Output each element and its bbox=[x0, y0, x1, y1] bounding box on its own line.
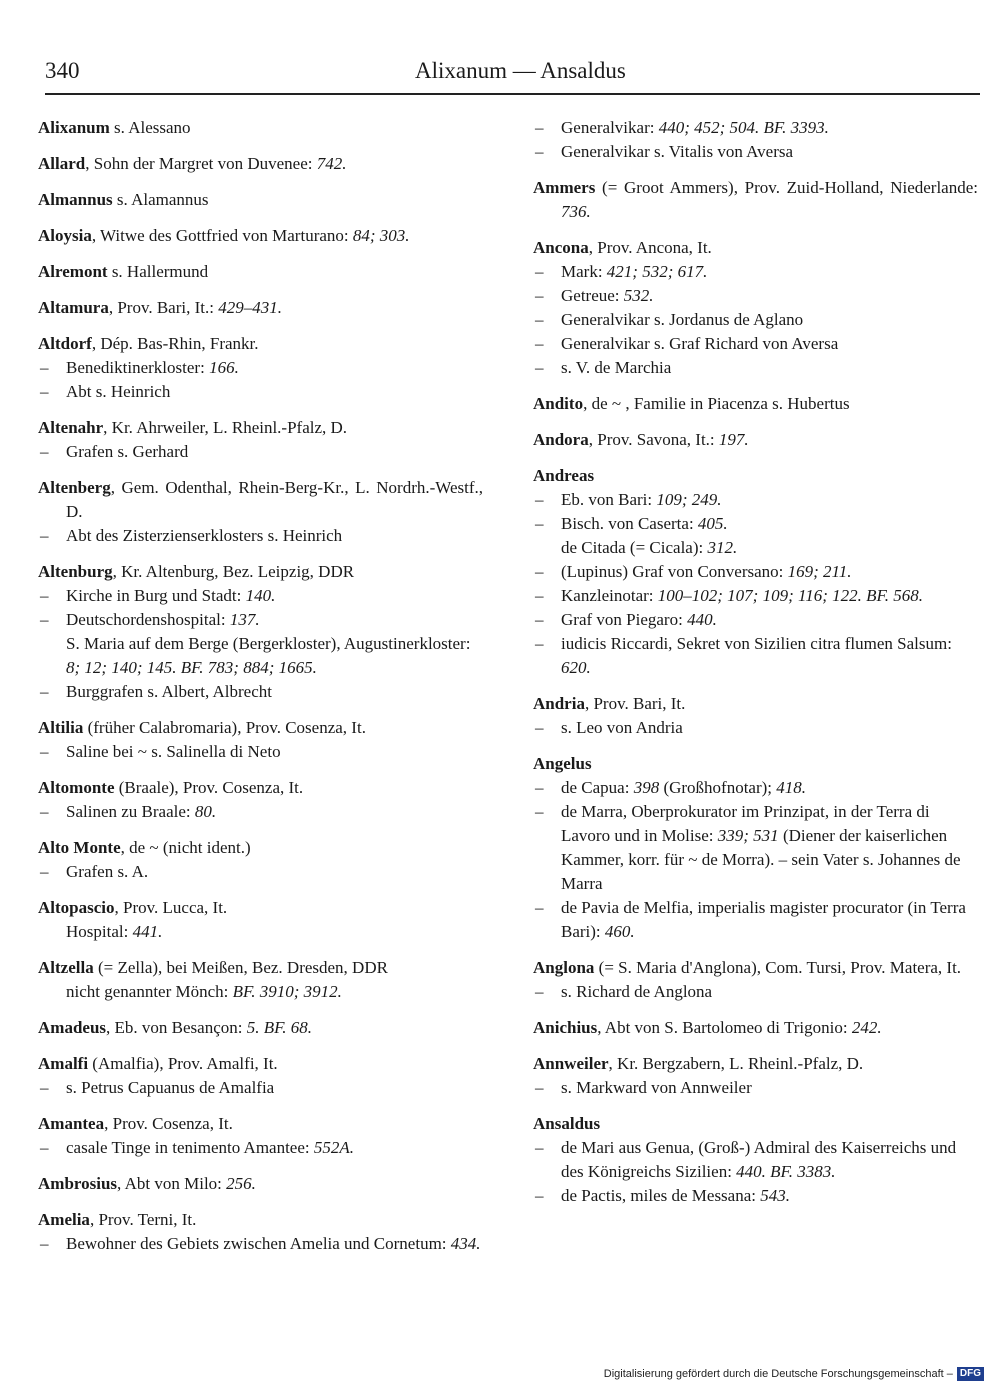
entry-headword: Altenberg bbox=[38, 478, 111, 497]
entry-text: , Kr. Altenburg, Bez. Leipzig, DDR bbox=[112, 562, 355, 581]
sub-entry-text: Graf von Piegaro: bbox=[561, 610, 688, 629]
entry-head-line bbox=[533, 1016, 978, 1040]
sub-entry-dash: – bbox=[535, 490, 544, 509]
entry-text: , Eb. von Besançon: bbox=[106, 1018, 247, 1037]
sub-entry-dash: – bbox=[535, 1186, 544, 1205]
entry-head-line bbox=[533, 1052, 978, 1076]
entry-head-line bbox=[38, 188, 483, 212]
entry-head-line bbox=[38, 152, 483, 176]
sub-entry-dash: – bbox=[535, 802, 544, 821]
sub-entry-text: Salinen zu Braale: bbox=[66, 802, 195, 821]
sub-entry-reference: 434. bbox=[450, 1234, 481, 1253]
entry-head-line bbox=[38, 116, 483, 140]
sub-entry-text: Kirche in Burg und Stadt: bbox=[66, 586, 246, 605]
entry-head-line bbox=[38, 1172, 483, 1196]
dfg-logo: DFG bbox=[957, 1367, 984, 1381]
sub-entry-text: s. Richard de Anglona bbox=[561, 982, 713, 1001]
sub-entry-dash: – bbox=[535, 118, 544, 137]
entry-text: , Gem. Odenthal, Rhein-Berg-Kr., L. Nordrh.-Westf., D. bbox=[66, 478, 483, 521]
sub-entry-text: S. Maria auf dem Berge (Bergerkloster), Augustinerkloster: bbox=[66, 634, 471, 653]
sub-entry-dash: – bbox=[535, 310, 544, 329]
entry-headword: Anichius bbox=[533, 1018, 598, 1037]
entry-head-line bbox=[38, 716, 483, 740]
sub-entry-reference: 339; 531 bbox=[717, 826, 779, 845]
sub-entry-dash: – bbox=[40, 526, 49, 545]
entry-headword: Ambrosius bbox=[38, 1174, 118, 1193]
entry-headword: Almannus bbox=[38, 190, 113, 209]
sub-entry-dash: – bbox=[40, 610, 49, 629]
left-column bbox=[38, 116, 483, 1268]
index-entry bbox=[38, 332, 483, 404]
index-entry bbox=[38, 224, 483, 248]
index-entry bbox=[533, 464, 978, 680]
sub-entry-reference: 532. bbox=[623, 286, 654, 305]
entry-head-line bbox=[533, 1112, 978, 1136]
sub-entry-reference: 8; 12; 140; 145. BF. 783; 884; 1665. bbox=[66, 658, 317, 677]
sub-entry-reference: 440. bbox=[687, 610, 717, 629]
entry-headword: Aloysia bbox=[38, 226, 92, 245]
entry-headword: Ammers bbox=[533, 178, 596, 197]
sub-entry bbox=[533, 512, 978, 536]
sub-entry bbox=[38, 608, 483, 632]
entry-reference: 242. bbox=[851, 1018, 882, 1037]
entry-headword: Andora bbox=[533, 430, 589, 449]
index-entry bbox=[38, 836, 483, 884]
entry-text: (= S. Maria d'Anglona), Com. Tursi, Prov. Matera, It. bbox=[594, 958, 962, 977]
sub-entry-dash: – bbox=[40, 862, 49, 881]
sub-entry-dash: – bbox=[535, 634, 544, 653]
sub-entry-dash: – bbox=[535, 718, 544, 737]
entry-head-line bbox=[38, 260, 483, 284]
entry-text: , Kr. Bergzabern, L. Rheinl.-Pfalz, D. bbox=[608, 1054, 864, 1073]
sub-entry bbox=[533, 140, 978, 164]
index-entry bbox=[533, 392, 978, 416]
sub-entry-text: Generalvikar s. Vitalis von Aversa bbox=[561, 142, 794, 161]
entry-head-line bbox=[38, 1208, 483, 1232]
entry-headword: Andreas bbox=[533, 466, 595, 485]
sub-entry bbox=[533, 560, 978, 584]
sub-entry-text: Grafen s. Gerhard bbox=[66, 442, 189, 461]
sub-entry-reference: 398 bbox=[633, 778, 660, 797]
entry-text: (Amalfia), Prov. Amalfi, It. bbox=[88, 1054, 278, 1073]
index-entry bbox=[533, 176, 978, 224]
sub-entry-reference: 460. bbox=[604, 922, 635, 941]
sub-entry-dash: – bbox=[40, 442, 49, 461]
sub-entry-reference: 440; 452; 504. BF. 3393. bbox=[658, 118, 829, 137]
sub-entry-reference: 100–102; 107; 109; 116; 122. BF. 568. bbox=[657, 586, 923, 605]
sub-entry-reference: 418. bbox=[776, 778, 807, 797]
sub-entry-text: Burggrafen s. Albert, Albrecht bbox=[66, 682, 273, 701]
sub-entry-reference: 80. bbox=[194, 802, 217, 821]
entry-reference: 742. bbox=[316, 154, 347, 173]
entry-headword: Altenahr bbox=[38, 418, 104, 437]
entry-head-line bbox=[533, 392, 978, 416]
entry-head-line bbox=[38, 956, 483, 980]
sub-entry-dash: – bbox=[535, 586, 544, 605]
sub-entry-text: s. Markward von Annweiler bbox=[561, 1078, 752, 1097]
right-column bbox=[533, 116, 978, 1220]
entry-headword: Angelus bbox=[533, 754, 592, 773]
sub-entry bbox=[533, 608, 978, 632]
entry-head-line bbox=[533, 428, 978, 452]
entry-head-line bbox=[38, 224, 483, 248]
entry-headword: Altzella bbox=[38, 958, 94, 977]
entry-reference: 429–431. bbox=[218, 298, 282, 317]
entry-head-line bbox=[38, 476, 483, 524]
sub-entry-text: s. Petrus Capuanus de Amalfia bbox=[66, 1078, 275, 1097]
sub-entry-dash: – bbox=[40, 1078, 49, 1097]
entry-headword: Ansaldus bbox=[533, 1114, 601, 1133]
sub-entry bbox=[38, 356, 483, 380]
sub-entry-dash: – bbox=[40, 802, 49, 821]
sub-entry-text: Benediktinerkloster: bbox=[66, 358, 210, 377]
entry-headword: Amadeus bbox=[38, 1018, 107, 1037]
entry-text: , Abt von Milo: bbox=[117, 1174, 227, 1193]
sub-entry-text: Deutschordenshospital: bbox=[66, 610, 230, 629]
sub-entry-dash: – bbox=[535, 334, 544, 353]
sub-entry bbox=[38, 680, 483, 704]
entry-headword: Altilia bbox=[38, 718, 84, 737]
entry-head-line bbox=[38, 776, 483, 800]
entry-headword: Andito bbox=[533, 394, 584, 413]
index-entry bbox=[38, 1172, 483, 1196]
index-entry bbox=[533, 692, 978, 740]
sub-entry-reference: BF. 3910; 3912. bbox=[232, 982, 342, 1001]
sub-entry bbox=[533, 116, 978, 140]
sub-entry-text: (Lupinus) Graf von Conversano: bbox=[561, 562, 788, 581]
sub-entry-dash: – bbox=[40, 586, 49, 605]
index-entry bbox=[533, 956, 978, 1004]
sub-entry-text: Generalvikar s. Jordanus de Aglano bbox=[561, 310, 804, 329]
entry-headword: Amalfi bbox=[38, 1054, 89, 1073]
sub-entry-reference: 620. bbox=[561, 658, 591, 677]
sub-entry-tail: (Großhofnotar); bbox=[659, 778, 777, 797]
sub-entry bbox=[533, 980, 978, 1004]
sub-entry-text: Abt des Zisterzienserklosters s. Heinrich bbox=[66, 526, 343, 545]
entry-text: , Prov. Lucca, It. bbox=[114, 898, 228, 917]
index-entry bbox=[38, 560, 483, 704]
sub-entry bbox=[38, 980, 483, 1004]
sub-entry-dash: – bbox=[535, 898, 544, 917]
sub-entry-text: Generalvikar s. Graf Richard von Aversa bbox=[561, 334, 839, 353]
sub-entry-reference: 441. bbox=[132, 922, 163, 941]
entry-head-line bbox=[533, 176, 978, 224]
index-entry bbox=[533, 752, 978, 944]
sub-entry-text: Saline bei ~ s. Salinella di Neto bbox=[66, 742, 281, 761]
sub-entry-text: iudicis Riccardi, Sekret von Sizilien citra flumen Salsum: bbox=[561, 634, 952, 653]
sub-entry-text: Eb. von Bari: bbox=[561, 490, 657, 509]
entry-head-line bbox=[533, 752, 978, 776]
entry-text: s. Alessano bbox=[109, 118, 191, 137]
sub-entry-dash: – bbox=[535, 286, 544, 305]
index-entry bbox=[533, 1112, 978, 1208]
sub-entry-text: de Pavia de Melfia, imperialis magister procurator (in Terra Bari): bbox=[561, 898, 966, 941]
entry-head-line bbox=[38, 332, 483, 356]
entry-headword: Amelia bbox=[38, 1210, 90, 1229]
entry-head-line bbox=[38, 1052, 483, 1076]
sub-entry bbox=[533, 356, 978, 380]
entry-head-line bbox=[38, 416, 483, 440]
entry-text: , Abt von S. Bartolomeo di Trigonio: bbox=[597, 1018, 852, 1037]
sub-entry bbox=[533, 776, 978, 800]
sub-entry bbox=[38, 860, 483, 884]
index-entry bbox=[38, 956, 483, 1004]
sub-entry-text: nicht genannter Mönch: bbox=[66, 982, 233, 1001]
sub-entry bbox=[38, 800, 483, 824]
sub-entry bbox=[533, 1184, 978, 1208]
footer-credit bbox=[604, 1367, 984, 1381]
sub-entry bbox=[533, 800, 978, 896]
index-entry bbox=[38, 1208, 483, 1256]
entry-headword: Annweiler bbox=[533, 1054, 609, 1073]
sub-entry-text: Hospital: bbox=[66, 922, 133, 941]
entry-text: , Prov. Cosenza, It. bbox=[104, 1114, 233, 1133]
entry-headword: Anglona bbox=[533, 958, 595, 977]
sub-entry-reference: 312. bbox=[707, 538, 738, 557]
entry-headword: Altomonte bbox=[38, 778, 115, 797]
sub-entry bbox=[533, 716, 978, 740]
sub-entry-text: Kanzleinotar: bbox=[561, 586, 658, 605]
sub-entry bbox=[533, 896, 978, 944]
index-entry bbox=[38, 152, 483, 176]
sub-entry-text: s. Leo von Andria bbox=[561, 718, 683, 737]
entry-text: (= Zella), bei Meißen, Bez. Dresden, DDR bbox=[93, 958, 388, 977]
sub-entry bbox=[38, 584, 483, 608]
index-entry bbox=[38, 776, 483, 824]
index-entry bbox=[38, 188, 483, 212]
sub-entry bbox=[38, 440, 483, 464]
entry-reference: 5. BF. 68. bbox=[246, 1018, 313, 1037]
index-entry bbox=[38, 1052, 483, 1100]
sub-entry-dash: – bbox=[535, 778, 544, 797]
sub-entry-text: Abt s. Heinrich bbox=[66, 382, 171, 401]
entry-reference: 84; 303. bbox=[352, 226, 410, 245]
entry-text: , Prov. Terni, It. bbox=[89, 1210, 197, 1229]
sub-entry-reference: 140. bbox=[245, 586, 276, 605]
sub-entry bbox=[533, 1076, 978, 1100]
footer-note: Digitalisierung gefördert durch die Deutsche Forschungsgemeinschaft – bbox=[603, 1367, 953, 1380]
sub-entry bbox=[533, 284, 978, 308]
sub-entry bbox=[38, 524, 483, 548]
entry-text: , Witwe des Gottfried von Marturano: bbox=[91, 226, 353, 245]
index-entry bbox=[38, 260, 483, 284]
entry-head-line bbox=[533, 236, 978, 260]
entry-text: , Prov. Bari, It.: bbox=[108, 298, 219, 317]
sub-entry bbox=[38, 380, 483, 404]
sub-entry-text: de Citada (= Cicala): bbox=[561, 538, 708, 557]
sub-entry-reference: 166. bbox=[209, 358, 239, 377]
entry-text: , Sohn der Margret von Duvenee: bbox=[85, 154, 317, 173]
entry-headword: Amantea bbox=[38, 1114, 105, 1133]
sub-entry bbox=[38, 632, 483, 680]
index-entry bbox=[533, 428, 978, 452]
entry-headword: Andria bbox=[533, 694, 585, 713]
sub-entry-text: casale Tinge in tenimento Amantee: bbox=[66, 1138, 314, 1157]
sub-entry bbox=[533, 584, 978, 608]
sub-entry-dash: – bbox=[40, 742, 49, 761]
sub-entry bbox=[533, 536, 978, 560]
index-entry bbox=[38, 416, 483, 464]
sub-entry-reference: 440. BF. 3383. bbox=[736, 1162, 836, 1181]
sub-entry-dash: – bbox=[535, 1078, 544, 1097]
entry-text: (früher Calabromaria), Prov. Cosenza, It. bbox=[83, 718, 366, 737]
sub-entry-dash: – bbox=[535, 142, 544, 161]
sub-entry-dash: – bbox=[535, 610, 544, 629]
sub-entry-dash: – bbox=[535, 562, 544, 581]
sub-entry-dash: – bbox=[40, 682, 49, 701]
sub-entry-text: de Mari aus Genua, (Groß-) Admiral des Kaiserreichs und des Königreichs Sizilien: bbox=[561, 1138, 957, 1181]
entry-headword: Alto Monte bbox=[38, 838, 121, 857]
entry-head-line bbox=[38, 896, 483, 920]
sub-entry bbox=[533, 488, 978, 512]
index-entry bbox=[38, 716, 483, 764]
sub-entry-dash: – bbox=[535, 358, 544, 377]
sub-entry bbox=[533, 1136, 978, 1184]
sub-entry bbox=[38, 1136, 483, 1160]
sub-entry-dash: – bbox=[535, 262, 544, 281]
entry-headword: Alixanum bbox=[38, 118, 110, 137]
sub-entry-reference: 405. bbox=[697, 514, 728, 533]
sub-entry-text: de Capua: bbox=[561, 778, 634, 797]
sub-entry bbox=[533, 260, 978, 284]
index-entry bbox=[533, 1016, 978, 1040]
entry-text: s. Alamannus bbox=[112, 190, 209, 209]
entry-headword: Altamura bbox=[38, 298, 109, 317]
entry-text: , Kr. Ahrweiler, L. Rheinl.-Pfalz, D. bbox=[103, 418, 348, 437]
sub-entry-reference: 552A. bbox=[313, 1138, 355, 1157]
entry-text: , Prov. Ancona, It. bbox=[588, 238, 712, 257]
sub-entry bbox=[533, 308, 978, 332]
sub-entry-dash: – bbox=[40, 1234, 49, 1253]
sub-entry-text: de Pactis, miles de Messana: bbox=[561, 1186, 761, 1205]
sub-entry-reference: 421; 532; 617. bbox=[606, 262, 708, 281]
entry-head-line bbox=[533, 464, 978, 488]
entry-reference: 736. bbox=[561, 202, 591, 221]
entry-headword: Allard bbox=[38, 154, 86, 173]
entry-text: (= Groot Ammers), Prov. Zuid-Holland, Niederlande: bbox=[595, 178, 978, 197]
sub-entry bbox=[533, 632, 978, 680]
sub-entry bbox=[38, 920, 483, 944]
entry-headword: Altopascio bbox=[38, 898, 115, 917]
sub-entry-reference: 543. bbox=[760, 1186, 790, 1205]
entry-text: , de ~ (nicht ident.) bbox=[120, 838, 251, 857]
sub-entry-dash: – bbox=[535, 982, 544, 1001]
sub-entry bbox=[533, 332, 978, 356]
page-number: 340 bbox=[45, 58, 80, 83]
index-entry bbox=[38, 296, 483, 320]
index-entry bbox=[38, 116, 483, 140]
entry-head-line bbox=[38, 1112, 483, 1136]
sub-entry-text: s. V. de Marchia bbox=[561, 358, 672, 377]
page-header bbox=[45, 58, 980, 88]
sub-entry-text: de Marra, Oberprokurator im Prinzipat, in der Terra di Lavoro und in Molise: bbox=[561, 802, 930, 845]
entry-text: (Braale), Prov. Cosenza, It. bbox=[114, 778, 304, 797]
sub-entry bbox=[38, 740, 483, 764]
sub-entry-dash: – bbox=[40, 382, 49, 401]
entry-text: , de ~ , Familie in Piacenza s. Hubertus bbox=[583, 394, 850, 413]
sub-entry-tail: (Diener der kaiserlichen Kammer, korr. für ~ de Morra). – sein Vater s. Johannes de Marra bbox=[561, 826, 961, 893]
entry-head-line bbox=[38, 560, 483, 584]
sub-entry-text: Bisch. von Caserta: bbox=[561, 514, 698, 533]
entry-text: , Prov. Bari, It. bbox=[584, 694, 686, 713]
entry-reference: 197. bbox=[718, 430, 749, 449]
sub-entry bbox=[38, 1232, 483, 1256]
sub-entry-reference: 137. bbox=[229, 610, 260, 629]
sub-entry-dash: – bbox=[40, 358, 49, 377]
index-entry bbox=[38, 476, 483, 548]
entry-headword: Altenburg bbox=[38, 562, 113, 581]
entry-text: , Prov. Savona, It.: bbox=[588, 430, 719, 449]
entry-reference: 256. bbox=[226, 1174, 256, 1193]
sub-entry-dash: – bbox=[535, 514, 544, 533]
entry-head-line bbox=[38, 1016, 483, 1040]
entry-text: , Dép. Bas-Rhin, Frankr. bbox=[91, 334, 259, 353]
entry-head-line bbox=[533, 956, 978, 980]
sub-entry-text: Bewohner des Gebiets zwischen Amelia und Cornetum: bbox=[66, 1234, 451, 1253]
index-entry bbox=[38, 896, 483, 944]
header-rule bbox=[45, 93, 980, 95]
running-head: Alixanum — Ansaldus bbox=[415, 58, 626, 83]
sub-entry-text: Grafen s. A. bbox=[66, 862, 149, 881]
sub-entry-reference: 109; 249. bbox=[656, 490, 722, 509]
entry-headword: Ancona bbox=[533, 238, 589, 257]
entry-text: s. Hallermund bbox=[107, 262, 209, 281]
sub-entry-dash: – bbox=[535, 1138, 544, 1157]
index-entry bbox=[533, 116, 978, 164]
sub-entry bbox=[38, 1076, 483, 1100]
entry-headword: Altdorf bbox=[38, 334, 92, 353]
sub-entry-text: Mark: bbox=[561, 262, 607, 281]
index-entry bbox=[38, 1112, 483, 1160]
entry-head-line bbox=[533, 692, 978, 716]
entry-headword: Alremont bbox=[38, 262, 108, 281]
sub-entry-reference: 169; 211. bbox=[787, 562, 852, 581]
entry-head-line bbox=[38, 836, 483, 860]
sub-entry-text: Generalvikar: bbox=[561, 118, 659, 137]
index-entry bbox=[38, 1016, 483, 1040]
sub-entry-dash: – bbox=[40, 1138, 49, 1157]
index-entry bbox=[533, 1052, 978, 1100]
index-entry bbox=[533, 236, 978, 380]
entry-head-line bbox=[38, 296, 483, 320]
sub-entry-text: Getreue: bbox=[561, 286, 624, 305]
